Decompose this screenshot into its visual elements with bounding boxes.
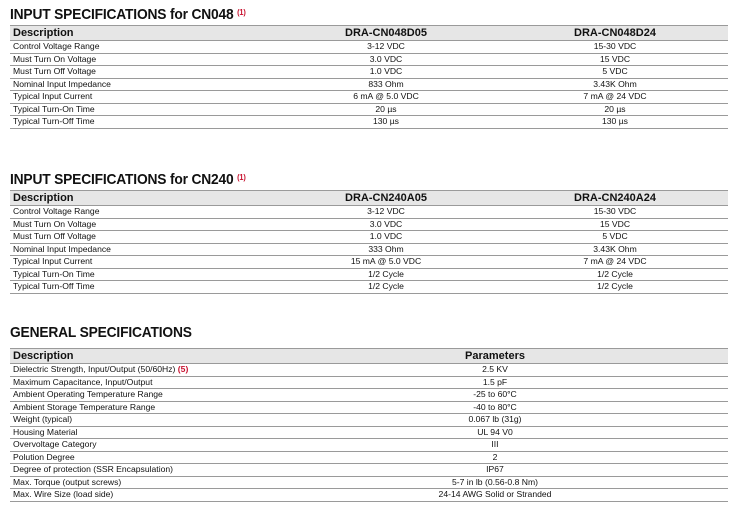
row-value: 130 µs [502, 116, 728, 129]
row-label: Typical Turn-On Time [10, 103, 270, 116]
row-label: Typical Turn-On Time [10, 268, 270, 281]
table-row [10, 78, 728, 91]
row-value: 1/2 Cycle [502, 268, 728, 281]
table-row [10, 103, 728, 116]
row-value: 3.43K Ohm [502, 78, 728, 91]
table-row [10, 206, 728, 219]
row-value: 2.5 KV [270, 364, 720, 377]
row-value: UL 94 V0 [270, 426, 720, 439]
row-value: 1.5 pF [270, 376, 720, 389]
row-label: Control Voltage Range [10, 41, 270, 54]
row-value: 130 µs [270, 116, 502, 129]
cn048-title [10, 5, 671, 25]
row-value: 20 µs [270, 103, 502, 116]
cn048-table [10, 25, 728, 129]
row-value: 5-7 in lb (0.56-0.8 Nm) [270, 476, 720, 489]
table-row [10, 476, 728, 489]
row-label: Typical Input Current [10, 91, 270, 104]
table-row [10, 116, 728, 129]
cn240-header-row [10, 191, 728, 206]
row-label: Nominal Input Impedance [10, 78, 270, 91]
general-header-parameters: Parameters [270, 349, 720, 364]
row-label: Degree of protection (SSR Encapsulation) [10, 464, 270, 477]
row-label: Typical Turn-Off Time [10, 281, 270, 294]
row-value: 3.0 VDC [270, 53, 502, 66]
cn048-header-description: Description [10, 26, 270, 41]
table-row [10, 218, 728, 231]
cn240-header-a05: DRA-CN240A05 [270, 191, 502, 206]
table-row [10, 231, 728, 244]
cn240-title-note: (1) [237, 173, 246, 182]
cn048-header-d05: DRA-CN048D05 [270, 26, 502, 41]
row-value: 3-12 VDC [270, 41, 502, 54]
row-spacer [720, 376, 728, 389]
row-label: Must Turn Off Voltage [10, 66, 270, 79]
row-value: -25 to 60°C [270, 389, 720, 402]
row-label: Typical Input Current [10, 256, 270, 269]
row-value: 833 Ohm [270, 78, 502, 91]
row-spacer [720, 401, 728, 414]
table-row [10, 91, 728, 104]
cn048-header-row [10, 26, 728, 41]
table-row [10, 439, 728, 452]
cn240-title-text: INPUT SPECIFICATIONS for CN240 [10, 171, 234, 188]
row-label [10, 364, 270, 377]
row-value: 1/2 Cycle [270, 281, 502, 294]
cn240-title [10, 170, 671, 190]
table-row [10, 53, 728, 66]
row-label: Overvoltage Category [10, 439, 270, 452]
row-label: Typical Turn-Off Time [10, 116, 270, 129]
row-value: 1.0 VDC [270, 66, 502, 79]
cn048-title-text: INPUT SPECIFICATIONS for CN048 [10, 6, 234, 23]
table-row [10, 464, 728, 477]
table-row [10, 41, 728, 54]
cn048-title-note: (1) [237, 8, 246, 17]
row-spacer [720, 451, 728, 464]
row-value: 3.43K Ohm [502, 243, 728, 256]
row-value: 15 VDC [502, 53, 728, 66]
row-spacer [720, 476, 728, 489]
section-cn240 [10, 170, 728, 294]
row-label: Must Turn On Voltage [10, 53, 270, 66]
row-value: 1.0 VDC [270, 231, 502, 244]
row-value: 5 VDC [502, 231, 728, 244]
general-header-description: Description [10, 349, 270, 364]
row-value: 333 Ohm [270, 243, 502, 256]
section-general [10, 323, 728, 502]
table-row [10, 256, 728, 269]
row-label-text: Dielectric Strength, Input/Output (50/60Hz) [13, 364, 176, 374]
row-value: 24-14 AWG Solid or Stranded [270, 489, 720, 502]
row-spacer [720, 364, 728, 377]
row-value: IP67 [270, 464, 720, 477]
row-spacer [720, 489, 728, 502]
row-spacer [720, 414, 728, 427]
table-row [10, 66, 728, 79]
row-value: III [270, 439, 720, 452]
row-value: 1/2 Cycle [502, 281, 728, 294]
table-row [10, 243, 728, 256]
row-label: Ambient Storage Temperature Range [10, 401, 270, 414]
row-value: 15-30 VDC [502, 41, 728, 54]
row-label: Nominal Input Impedance [10, 243, 270, 256]
table-row [10, 364, 728, 377]
row-spacer [720, 439, 728, 452]
row-label: Max. Wire Size (load side) [10, 489, 270, 502]
row-label: Must Turn Off Voltage [10, 231, 270, 244]
row-value: 7 mA @ 24 VDC [502, 91, 728, 104]
table-row [10, 451, 728, 464]
row-label: Ambient Operating Temperature Range [10, 389, 270, 402]
row-spacer [720, 426, 728, 439]
table-row [10, 414, 728, 427]
general-header-spacer [720, 349, 728, 364]
row-label: Weight (typical) [10, 414, 270, 427]
table-row [10, 268, 728, 281]
table-row [10, 489, 728, 502]
row-label: Housing Material [10, 426, 270, 439]
row-value: 5 VDC [502, 66, 728, 79]
row-label: Control Voltage Range [10, 206, 270, 219]
row-spacer [720, 464, 728, 477]
row-value: 15 mA @ 5.0 VDC [270, 256, 502, 269]
row-value: 15 VDC [502, 218, 728, 231]
cn240-table [10, 190, 728, 294]
row-value: 2 [270, 451, 720, 464]
table-row [10, 389, 728, 402]
row-value: 3-12 VDC [270, 206, 502, 219]
row-value: 6 mA @ 5.0 VDC [270, 91, 502, 104]
row-value: 20 µs [502, 103, 728, 116]
row-label: Max. Torque (output screws) [10, 476, 270, 489]
row-value: 3.0 VDC [270, 218, 502, 231]
row-label: Maximum Capacitance, Input/Output [10, 376, 270, 389]
section-cn048 [10, 5, 728, 129]
table-row [10, 401, 728, 414]
table-row [10, 281, 728, 294]
table-row [10, 376, 728, 389]
row-spacer [720, 389, 728, 402]
dielectric-note: (5) [177, 364, 189, 374]
cn240-header-description: Description [10, 191, 270, 206]
general-title: GENERAL SPECIFICATIONS [10, 324, 192, 341]
row-value: 15-30 VDC [502, 206, 728, 219]
row-value: 1/2 Cycle [270, 268, 502, 281]
row-value: 7 mA @ 24 VDC [502, 256, 728, 269]
general-table [10, 348, 728, 502]
table-row [10, 426, 728, 439]
row-label: Polution Degree [10, 451, 270, 464]
row-value: 0.067 lb (31g) [270, 414, 720, 427]
general-header-row [10, 349, 728, 364]
row-label: Must Turn On Voltage [10, 218, 270, 231]
row-value: -40 to 80°C [270, 401, 720, 414]
cn048-header-d24: DRA-CN048D24 [502, 26, 728, 41]
cn240-header-a24: DRA-CN240A24 [502, 191, 728, 206]
